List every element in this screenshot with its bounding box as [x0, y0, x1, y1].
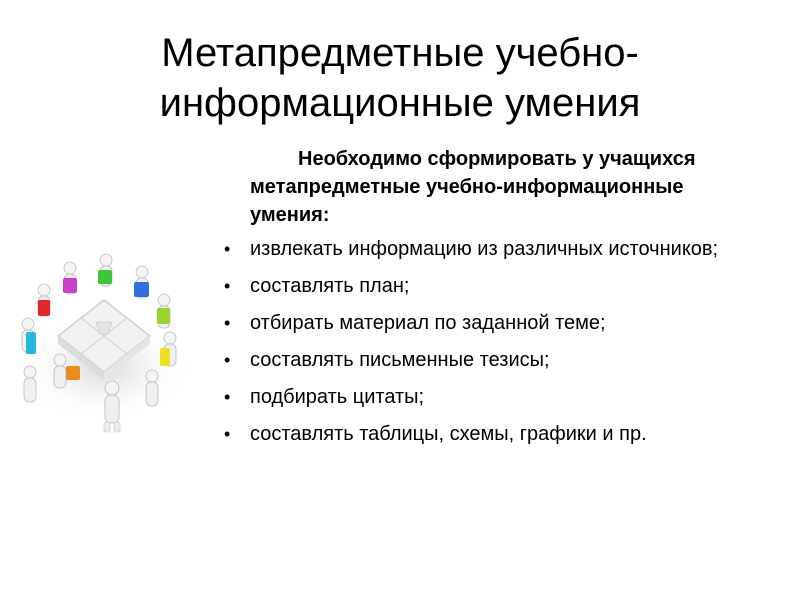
list-item-text: подбирать цитаты; [250, 386, 425, 408]
team-puzzle-illustration [8, 248, 198, 438]
list-item-text: составлять письменные тезисы; [250, 349, 550, 371]
bullet-icon: • [224, 276, 231, 296]
list-item [222, 309, 752, 337]
list-item-text: составлять план; [250, 275, 410, 297]
content-block [222, 145, 752, 457]
bullet-icon: • [224, 239, 231, 259]
list-item-text: извлекать информацию из различных источников; [250, 238, 719, 260]
list-item [222, 272, 752, 300]
figure-lime [157, 294, 170, 328]
intro-text: Необходимо сформировать у учащихся метапредметные учебно-информационные умения: [250, 148, 696, 226]
bullet-icon: • [224, 424, 231, 444]
bullet-icon: • [224, 387, 231, 407]
list-item [222, 235, 752, 263]
team-puzzle-svg [8, 248, 198, 438]
skills-list [222, 235, 752, 448]
title-line-2: информационные умения [159, 81, 641, 125]
list-item [222, 383, 752, 411]
figure-white-left [24, 366, 36, 402]
bullet-icon: • [224, 313, 231, 333]
figure-blue [134, 266, 149, 298]
figure-green [98, 254, 112, 286]
figure-white-front [104, 381, 120, 432]
figure-purple [63, 262, 77, 294]
list-item [222, 346, 752, 374]
title-line-1: Метапредметные учебно- [161, 31, 639, 75]
list-item-text: составлять таблицы, схемы, графики и пр. [250, 423, 647, 445]
figure-white-right [146, 370, 158, 406]
list-item-text: отбирать материал по заданной теме; [250, 312, 606, 334]
list-item [222, 420, 752, 448]
figure-cyan [22, 318, 36, 354]
figure-red [38, 284, 50, 316]
slide-title [60, 28, 740, 128]
bullet-icon: • [224, 350, 231, 370]
